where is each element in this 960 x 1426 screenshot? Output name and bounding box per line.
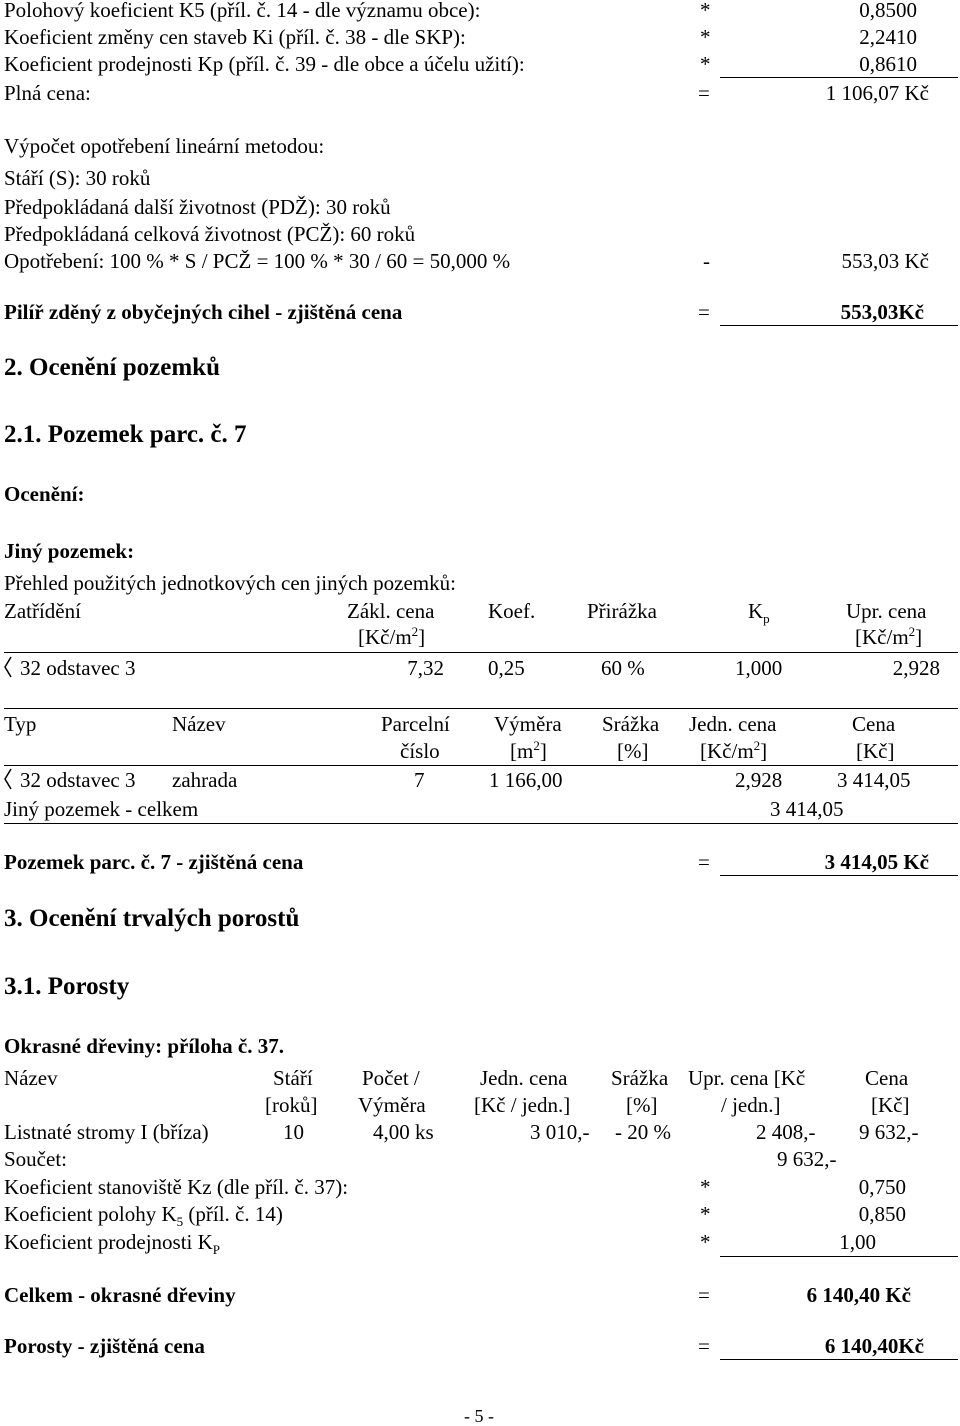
pilir-op: = <box>698 300 710 324</box>
col-upr-cena: Upr. cena <box>846 599 927 623</box>
soucet-value: 9 632,- <box>777 1147 837 1171</box>
table-cell: zahrada <box>172 768 238 792</box>
table-cell: 60 % <box>601 656 645 680</box>
table-divider <box>4 652 958 653</box>
col-srazka: Srážka <box>602 712 660 736</box>
col-pocet-2: Výměra <box>358 1093 426 1117</box>
coef-ki-label: Koeficient změny cen staveb Ki (příl. č. 38 - dle SKP): <box>4 25 466 49</box>
col-jedn-cena: Jedn. cena <box>689 712 777 736</box>
col-vymera-unit: $[m^2]$ <box>510 738 547 763</box>
col-typ: Typ <box>4 712 37 736</box>
section-title: 3. Ocenění trvalých porostů <box>4 905 300 932</box>
col-jedn-cena-unit: $[Kč/m^2]$ <box>700 738 768 763</box>
col-zatrideni: Zatřídění <box>4 599 81 623</box>
col-zakl-cena: Zákl. cena <box>347 599 435 623</box>
sum-divider <box>720 1256 958 1257</box>
pozemek-result-label: Pozemek parc. č. 7 - zjištěná cena <box>4 850 304 874</box>
plna-cena-label: Plná cena: <box>4 81 91 105</box>
coef-kp-op: * <box>700 52 711 76</box>
subsection-title: 2.1. Pozemek parc. č. 7 <box>4 421 247 448</box>
subsection-title: 3.1. Porosty <box>4 973 130 1000</box>
prehled-title: Přehled použitých jednotkových cen jiných pozemků: <box>4 571 456 595</box>
col-cena-unit: [Kč] <box>856 739 895 763</box>
coef-k5-value: 0,8500 <box>859 0 917 22</box>
table-cell: 1,000 <box>735 656 783 680</box>
result-underline <box>720 875 958 876</box>
table-cell: 2 408,- <box>756 1120 816 1144</box>
coef-ki-op: * <box>700 25 711 49</box>
pilir-value: 553,03Kč <box>840 300 924 324</box>
opotrebeni-line: Předpokládaná další životnost (PDŽ): 30 roků <box>4 195 391 219</box>
coef-k5-op: * <box>700 0 711 22</box>
page-number: - 5 - <box>464 1406 494 1426</box>
col-zakl-cena-unit: $[Kč/m^2]$ <box>358 624 426 649</box>
col-vymera: Výměra <box>494 712 562 736</box>
oceneni-heading: Ocenění: <box>4 482 85 506</box>
pozemek-result-op: = <box>698 850 710 874</box>
table-cell: 0,25 <box>488 656 525 680</box>
opotrebeni-line: Stáří (S): 30 roků <box>4 166 151 190</box>
col-jedn-cena-unit: [Kč / jedn.] <box>474 1093 571 1117</box>
col-koef: Koef. <box>488 599 536 623</box>
coef-ki-value: 2,2410 <box>859 25 917 49</box>
coef-k5b-op: * <box>700 1202 711 1226</box>
table-cell: 32 odstavec 3 <box>20 768 136 792</box>
row-marker-icon <box>3 768 13 790</box>
col-srazka-unit: [%] <box>626 1093 658 1117</box>
pilir-label: Pilíř zděný z obyčejných cihel - zjištěná cena <box>4 300 403 324</box>
coef-kz-label: Koeficient stanoviště Kz (dle příl. č. 37): <box>4 1175 349 1199</box>
table-cell: 10 <box>283 1120 304 1144</box>
table-cell: 3 414,05 <box>837 768 911 792</box>
celkem-label: Celkem - okrasné dřeviny <box>4 1283 236 1307</box>
opotrebeni-calc-value: 553,03 Kč <box>841 249 929 273</box>
opotrebeni-heading: Výpočet opotřebení lineární metodou: <box>4 134 325 158</box>
col-nazev: Název <box>172 712 226 736</box>
okrasne-heading: Okrasné dřeviny: příloha č. 37. <box>4 1034 285 1058</box>
section-title: 2. Ocenění pozemků <box>4 354 220 381</box>
coef-kz-value: 0,750 <box>858 1175 906 1199</box>
plna-cena-op: = <box>698 81 710 105</box>
table-cell: Listnaté stromy I (bříza) <box>4 1120 209 1144</box>
col-upr-cena: Upr. cena [Kč <box>688 1066 806 1090</box>
col-stari-unit: [roků] <box>265 1093 318 1117</box>
total-label: Jiný pozemek - celkem <box>4 797 199 821</box>
opotrebeni-line: Předpokládaná celková životnost (PCŽ): 60 roků <box>4 222 416 246</box>
table-cell: 4,00 ks <box>373 1120 434 1144</box>
result-underline <box>720 1359 958 1360</box>
row-marker-icon <box>3 656 13 678</box>
col-prirazka: Přirážka <box>587 599 657 623</box>
col-cena: Cena <box>852 712 896 736</box>
pozemek-result-value: 3 414,05 Kč <box>824 850 929 874</box>
coef-kpb-value: 1,00 <box>839 1230 876 1254</box>
porosty-result-op: = <box>698 1334 710 1358</box>
coef-k5b-label: Koeficient polohy $K_5$ (příl. č. 14) <box>4 1202 283 1230</box>
coef-kpb-label: Koeficient prodejnosti $K_P$ <box>4 1230 221 1258</box>
col-cena-unit: [Kč] <box>871 1093 910 1117</box>
table-cell: 1 166,00 <box>489 768 563 792</box>
col-cena: Cena <box>865 1066 909 1090</box>
col-upr-cena-2: / jedn.] <box>721 1093 781 1117</box>
opotrebeni-calc-op: - <box>703 249 710 273</box>
table-divider <box>4 823 958 824</box>
col-srazka-unit: [%] <box>617 739 649 763</box>
table-cell: 7 <box>414 768 425 792</box>
table-cell: 9 632,- <box>859 1120 919 1144</box>
table-divider <box>4 765 958 766</box>
col-nazev: Název <box>4 1066 58 1090</box>
col-pocet: Počet / <box>362 1066 420 1090</box>
col-srazka: Srážka <box>611 1066 669 1090</box>
total-value: 3 414,05 <box>770 797 844 821</box>
soucet-label: Součet: <box>4 1147 67 1171</box>
plna-cena-value: 1 106,07 Kč <box>825 81 929 105</box>
table-cell: 7,32 <box>407 656 444 680</box>
celkem-value: 6 140,40 Kč <box>806 1283 911 1307</box>
table-cell: 2,928 <box>735 768 783 792</box>
coef-k5-label: Polohový koeficient K5 (příl. č. 14 - dle významu obce): <box>4 0 481 22</box>
jiny-pozemek-heading: Jiný pozemek: <box>4 539 135 563</box>
col-kp: $K_p$ <box>748 599 770 627</box>
coef-k5b-value: 0,850 <box>858 1202 906 1226</box>
celkem-op: = <box>698 1283 710 1307</box>
coef-kpb-op: * <box>700 1230 711 1254</box>
opotrebeni-calc-label: Opotřebení: 100 % * S / PCŽ = 100 % * 30 / 60 = 50,000 % <box>4 249 511 273</box>
table-divider <box>4 708 958 709</box>
table-cell: - 20 % <box>615 1120 671 1144</box>
col-stari: Stáří <box>273 1066 313 1090</box>
col-parcelni: Parcelní <box>381 712 450 736</box>
table-cell: 2,928 <box>892 656 940 680</box>
sum-divider <box>720 77 958 78</box>
porosty-result-value: 6 140,40Kč <box>824 1334 924 1358</box>
col-upr-cena-unit: $[Kč/m^2]$ <box>855 624 923 649</box>
col-jedn-cena: Jedn. cena <box>480 1066 568 1090</box>
col-parcelni-2: číslo <box>400 739 440 763</box>
result-underline <box>720 325 958 326</box>
porosty-result-label: Porosty - zjištěná cena <box>4 1334 205 1358</box>
table-cell: 32 odstavec 3 <box>20 656 136 680</box>
table-cell: 3 010,- <box>530 1120 590 1144</box>
coef-kz-op: * <box>700 1175 711 1199</box>
coef-kp-value: 0,8610 <box>859 52 917 76</box>
coef-kp-label: Koeficient prodejnosti Kp (příl. č. 39 - dle obce a účelu užití): <box>4 52 525 76</box>
